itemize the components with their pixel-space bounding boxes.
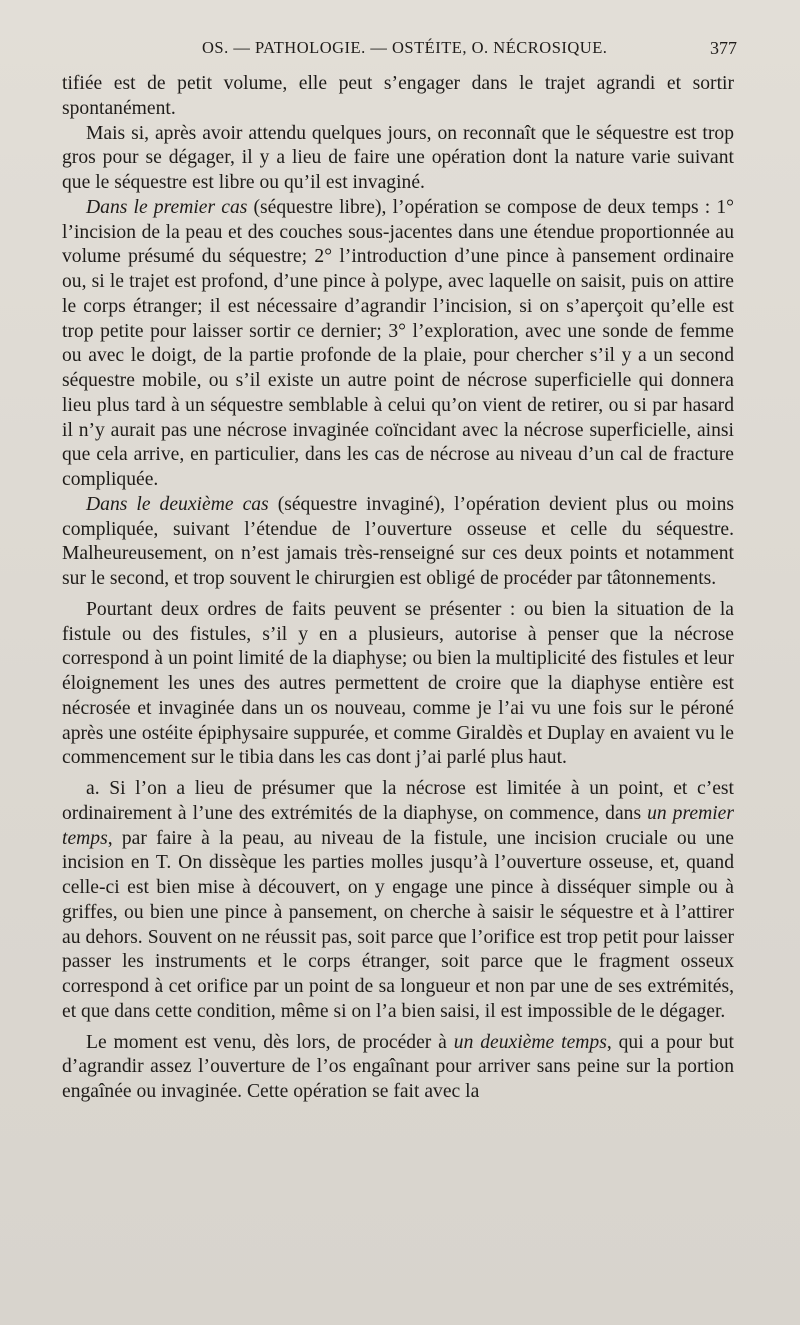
italic-phrase: un deuxième temps xyxy=(453,1031,607,1053)
paragraph xyxy=(62,493,734,592)
paragraph xyxy=(62,1031,734,1105)
italic-phrase: Dans le premier cas xyxy=(86,196,248,218)
body-text xyxy=(62,72,734,1105)
text-run: a. Si l’on a lieu de présumer que la nécrose est limitée à un point, et c’est ordinairement à l’une des extrémités de la diaphyse, on commence, dans xyxy=(62,778,734,824)
paragraph xyxy=(62,72,734,122)
text-run: Le moment est venu, dès lors, de procéder à xyxy=(86,1031,454,1053)
italic-phrase: un premier temps xyxy=(62,802,734,849)
text-run: Mais si, après avoir attendu quelques jours, on reconnaît que le séquestre est trop gros pour se dégager, il y a lieu de faire une opération dont la nature varie suivant que le séquestre est libre ou qu’il est invaginé. xyxy=(62,122,734,193)
italic-phrase: Dans le deuxième cas xyxy=(86,493,269,515)
text-run: (séquestre invaginé), l’opération devient plus ou moins compliquée, suivant l’étendue de l’ouverture osseuse et celle du séquestre. Malheureusement, on n’est jamais très-renseigné sur ces deux points et notamment sur le second, et trop souvent le chirurgien est obligé de procéder par tâtonnements. xyxy=(62,493,734,589)
page-number: 377 xyxy=(710,38,737,58)
text-run: , par faire à la peau, au niveau de la fistule, une incision cruciale ou une incision en T. On dissèque les parties molles jusqu’à l’ouverture osseuse, et, quand celle-ci est bien mise à découvert, on y engage une pince à disséquer simple ou à griffes, ou bien une pince à pansement, on cherche à saisir le séquestre et à l’attirer au dehors. Souvent on ne réussit pas, soit parce que l’orifice est trop petit pour laisser passer les instruments et le corps étranger, soit parce que le fragment osseux correspond à cet orifice par un point de sa longueur et non par une de ses extrémités, et que dans cette condition, même si on l’a bien saisi, il est impossible de le dégager. xyxy=(62,827,734,1022)
paragraph xyxy=(62,122,734,196)
paragraph xyxy=(62,598,734,771)
running-title: OS. — PATHOLOGIE. — OSTÉITE, O. NÉCROSIQUE. xyxy=(202,38,608,57)
text-run: tifiée est de petit volume, elle peut s’engager dans le trajet agrandi et sortir spontanément. xyxy=(62,73,734,119)
paragraph xyxy=(62,777,734,1025)
text-run: , qui a pour but d’agrandir assez l’ouverture de l’os engaînant pour arriver sans peine sur la portion engaînée ou invaginée. Cette opération se fait avec la xyxy=(62,1031,734,1102)
text-run: (séquestre libre), l’opération se compose de deux temps : 1° l’incision de la peau et des couches sous-jacentes dans une étendue proportionnée au volume présumé du séquestre; 2° l’introduction d’une pince à pansement ordinaire ou, si le trajet est profond, d’une pince à polype, avec laquelle on saisit, puis on attire le corps étranger; il est nécessaire d’agrandir l’incision, si on s’aperçoit qu’elle est trop petite pour laisser sortir ce dernier; 3° l’exploration, avec une sonde de femme ou avec le doigt, de la partie profonde de la plaie, pour chercher s’il y a un second séquestre mobile, ou s’il existe un autre point de nécrose superficielle qui donnera lieu plus tard à un séquestre semblable à celui qu’on vient de retirer, ou si par hasard il n’y aurait pas une nécrose invaginée coïncidant avec la nécrose superficielle, ainsi que cela arrive, en particulier, dans les cas de nécrose au niveau d’un cal de fracture compliquée. xyxy=(62,196,734,490)
text-run: Pourtant deux ordres de faits peuvent se présenter : ou bien la situation de la fistule ou des fistules, s’il y en a plusieurs, autorise à penser que la nécrose correspond à un point limité de la diaphyse; ou bien la multiplicité des fistules et leur éloignement les unes des autres permettent de croire que la diaphyse entière est nécrosée et invaginée dans un os nouveau, comme je l’ai vu une fois sur le péroné après une ostéite épiphysaire suppurée, et comme Giraldès et Duplay en avaient vu le commencement sur le tibia dans les cas dont j’ai parlé plus haut. xyxy=(62,598,734,769)
paragraph xyxy=(62,196,734,493)
running-header xyxy=(62,38,737,68)
